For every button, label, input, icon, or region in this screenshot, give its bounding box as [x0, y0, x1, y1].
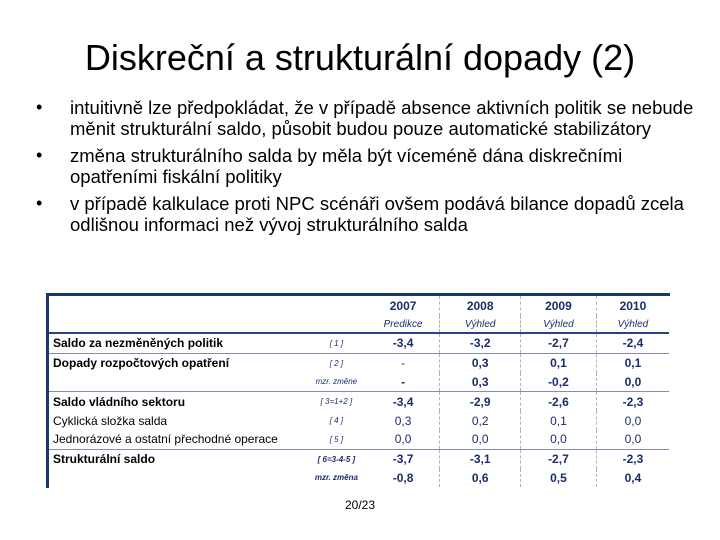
value-cell: -3,7	[392, 452, 414, 467]
row-label: Saldo za nezměněných politik	[49, 333, 306, 353]
value-cell: -2,9	[440, 392, 521, 411]
row-code: [ 6=3-4-5 ]	[317, 454, 356, 464]
table-row	[49, 353, 669, 372]
value-cell: 0,0	[596, 373, 669, 392]
value-cell: -3,4	[367, 333, 440, 353]
value-cell: 0,0	[596, 411, 669, 430]
bullet-list	[34, 97, 694, 241]
subheader-cell: Výhled	[520, 316, 596, 333]
value-cell: -2,7	[520, 449, 596, 468]
value-cell: 0,1	[596, 353, 669, 372]
table-row	[49, 430, 669, 449]
value-cell: 0,2	[440, 411, 521, 430]
value-cell: -3,2	[440, 333, 521, 353]
value-cell: 0,1	[520, 411, 596, 430]
value-cell: 0,3	[440, 353, 521, 372]
bullet-icon: •	[36, 97, 43, 117]
value-cell: 0,0	[520, 430, 596, 449]
value-cell: -2,4	[596, 333, 669, 353]
bullet-text: intuitivně lze předpokládat, že v případě absence aktivních politik se nebude měnit strukturální saldo, působit budou pouze automatické stabilizátory	[70, 97, 694, 139]
slide-title: Diskreční a strukturální dopady (2)	[84, 37, 636, 78]
year-header: 2008	[440, 296, 521, 316]
row-code: [ 4 ]	[329, 416, 344, 426]
row-code: [ 5 ]	[306, 430, 367, 449]
value-cell: 0,0	[440, 430, 521, 449]
row-label	[49, 469, 306, 488]
value-cell: -	[367, 373, 440, 392]
row-label: Dopady rozpočtových opatření	[53, 356, 230, 371]
value-cell: -2,6	[520, 392, 596, 411]
value-cell: -2,7	[520, 333, 596, 353]
bullet-item	[34, 97, 694, 139]
subheader-cell: Predikce	[367, 316, 440, 333]
bullet-item	[34, 193, 694, 235]
row-label: Cyklická složka salda	[53, 413, 168, 428]
subheader-cell: Výhled	[440, 316, 521, 333]
year-header: 2007	[389, 299, 417, 313]
year-header: 2010	[596, 296, 669, 316]
row-label: Saldo vládního sektoru	[53, 394, 186, 409]
value-cell: 0,1	[520, 353, 596, 372]
subheader-empty-cell	[306, 316, 367, 333]
value-cell: 0,3	[440, 373, 521, 392]
row-code: [ 3=1+2 ]	[320, 397, 353, 407]
row-code: [ 2 ]	[329, 358, 344, 368]
table-row	[49, 469, 669, 488]
value-cell: -2,3	[596, 392, 669, 411]
row-code: [ 1 ]	[306, 333, 367, 353]
table-row	[49, 373, 669, 392]
table-row	[49, 449, 669, 468]
fiscal-table	[49, 296, 669, 487]
table-header-row	[49, 296, 669, 316]
value-cell: -	[401, 356, 406, 371]
header-empty-cell	[49, 296, 306, 316]
year-header: 2009	[520, 296, 596, 316]
table-row	[49, 392, 669, 411]
fiscal-table-frame	[46, 293, 670, 488]
row-code: mzr. změna	[314, 473, 358, 483]
row-label: Jednorázové a ostatní přechodné operace	[49, 430, 306, 449]
row-code: mzr. změne	[306, 373, 367, 392]
table-row	[49, 333, 669, 353]
value-cell: 0,6	[440, 469, 521, 488]
value-cell: 0,0	[367, 430, 440, 449]
value-cell: -0,2	[520, 373, 596, 392]
page-number: 20/23	[344, 498, 376, 512]
header-empty-cell	[306, 296, 367, 316]
value-cell: 0,3	[394, 413, 412, 428]
bullet-text: změna strukturálního salda by měla být víceméně dána diskrečními opatřeními fiskální politiky	[70, 145, 623, 187]
table-subheader-row	[49, 316, 669, 333]
subheader-empty-cell	[49, 316, 306, 333]
bullet-icon: •	[36, 145, 43, 165]
bullet-text: v případě kalkulace proti NPC scénáři ovšem podává bilance dopadů zcela odlišnou informaci než vývoj strukturálního salda	[70, 193, 684, 235]
value-cell: 0,0	[596, 430, 669, 449]
subheader-cell: Výhled	[596, 316, 669, 333]
value-cell: -3,4	[392, 394, 414, 409]
table-row	[49, 411, 669, 430]
bullet-item	[34, 145, 694, 187]
bullet-icon: •	[36, 193, 43, 213]
row-label	[49, 373, 306, 392]
value-cell: -0,8	[392, 470, 414, 485]
value-cell: 0,5	[520, 469, 596, 488]
value-cell: -3,1	[440, 449, 521, 468]
value-cell: 0,4	[596, 469, 669, 488]
row-label: Strukturální saldo	[53, 452, 156, 467]
value-cell: -2,3	[596, 449, 669, 468]
